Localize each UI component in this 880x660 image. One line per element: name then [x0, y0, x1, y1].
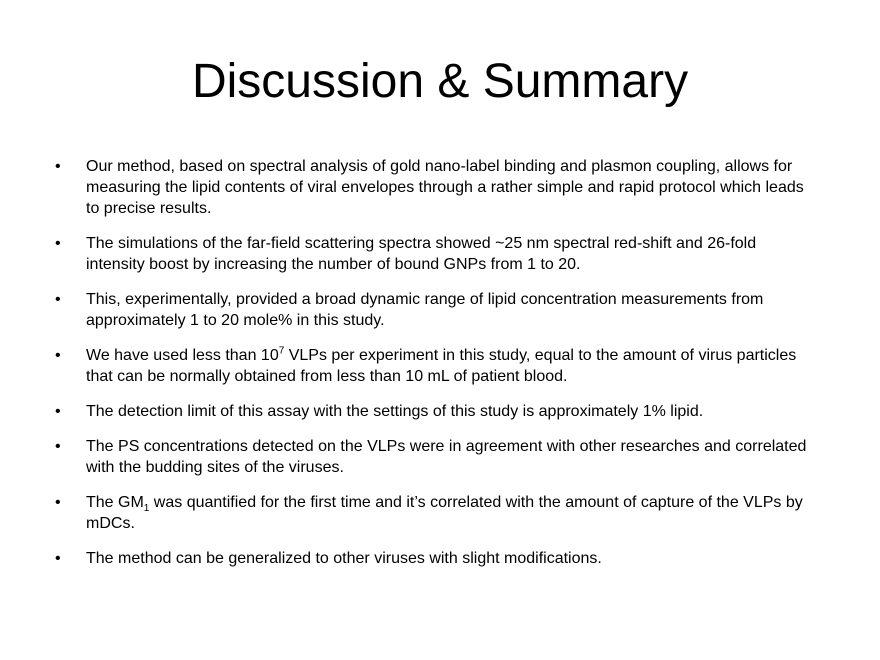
bullet-item — [0, 548, 880, 569]
bullet-item — [0, 401, 880, 422]
bullet-text: The method can be generalized to other viruses with slight modifications. — [86, 550, 602, 567]
bullet-text — [86, 492, 814, 534]
bullet-text: Our method, based on spectral analysis of gold nano-label binding and plasmon coupling, allows for measuring the lipid contents of viral envelopes through a rather simple and rapid protocol which leads to precise results. — [86, 158, 804, 217]
bullet-item — [0, 156, 880, 219]
bullet-marker: • — [55, 494, 61, 511]
bullet-text-part: VLPs per experiment in this study, equal to the amount of virus particles that can be normally obtained from less than 10 mL of patient blood. — [86, 347, 797, 385]
bullet-item — [0, 233, 880, 275]
bullet-marker: • — [55, 438, 61, 455]
bullet-text-part: The GM — [86, 494, 144, 511]
bullet-marker: • — [55, 550, 61, 567]
bullet-marker: • — [55, 347, 61, 364]
bullet-list — [0, 156, 880, 583]
bullet-item — [0, 436, 880, 478]
bullet-text: The simulations of the far-field scattering spectra showed ~25 nm spectral red-shift and 26-fold intensity boost by increasing the number of bound GNPs from 1 to 20. — [86, 235, 757, 273]
bullet-marker: • — [55, 235, 61, 252]
bullet-marker: • — [55, 158, 61, 175]
bullet-item — [0, 345, 880, 387]
bullet-text: The detection limit of this assay with the settings of this study is approximately 1% lipid. — [86, 403, 704, 420]
slide-title: Discussion & Summary — [191, 55, 689, 108]
bullet-text-part: We have used less than 10 — [86, 347, 279, 364]
bullet-text: This, experimentally, provided a broad dynamic range of lipid concentration measurements from approximately 1 to 20 mole% in this study. — [86, 291, 764, 329]
superscript-exponent: 7 — [278, 345, 285, 357]
subscript-index: 1 — [143, 503, 150, 515]
bullet-marker: • — [55, 291, 61, 308]
bullet-text — [86, 345, 814, 387]
bullet-text: The PS concentrations detected on the VLPs were in agreement with other researches and correlated with the budding sites of the viruses. — [86, 438, 807, 476]
bullet-item — [0, 289, 880, 331]
bullet-item — [0, 492, 880, 534]
bullet-text-part: was quantified for the first time and it’s correlated with the amount of capture of the VLPs by mDCs. — [86, 494, 803, 532]
bullet-marker: • — [55, 403, 61, 420]
